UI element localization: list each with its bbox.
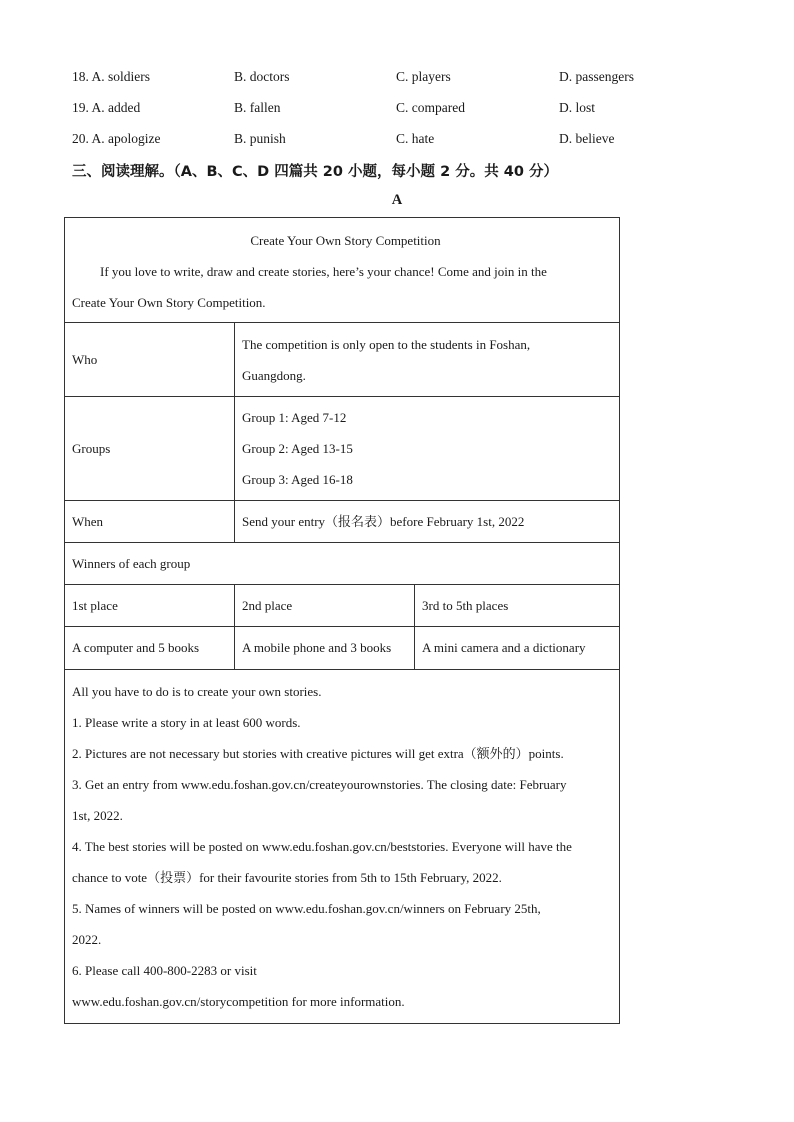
question-number: 19. [72, 100, 89, 115]
rule-line: chance to vote（投票）for their favourite stories from 5th to 15th February, 2022. [72, 870, 502, 885]
prize-label: A mobile phone and 3 books [242, 640, 392, 655]
option-c: C. hate [396, 131, 435, 146]
when-label-cell [64, 500, 235, 543]
passage-letter: A [391, 192, 403, 208]
rule-line: All you have to do is to create your own stories. [72, 684, 322, 699]
option-d: D. lost [559, 100, 596, 115]
rule-line: 2. Pictures are not necessary but stories with creative pictures will get extra（额外的）points. [72, 746, 564, 761]
rule-line: 1. Please write a story in at least 600 words. [72, 715, 301, 730]
prize-cell [64, 626, 235, 670]
rule-line: 2022. [72, 932, 102, 947]
who-label: Who [72, 352, 98, 367]
option-a [72, 131, 161, 147]
rule-line: 5. Names of winners will be posted on www.edu.foshan.gov.cn/winners on February 25th, [72, 901, 541, 916]
rule-line: 1st, 2022. [72, 808, 123, 823]
option-a [72, 69, 150, 85]
rule-line: 6. Please call 400-800-2283 or visit [72, 963, 257, 978]
place-cell [414, 584, 620, 627]
option-a-text: A. apologize [91, 131, 161, 146]
rule-line: 4. The best stories will be posted on www.edu.foshan.gov.cn/beststories. Everyone will have the [72, 839, 572, 854]
option-d: D. passengers [559, 69, 634, 84]
rule-line: 3. Get an entry from www.edu.foshan.gov.cn/createyourownstories. The closing date: February [72, 777, 567, 792]
option-a-text: A. soldiers [91, 69, 151, 84]
who-value-line: Guangdong. [242, 368, 306, 383]
who-label-cell [64, 322, 235, 397]
notice-header [64, 217, 620, 323]
place-cell [234, 584, 415, 627]
option-b: B. punish [234, 131, 286, 146]
when-value: Send your entry（报名表）before February 1st, 2022 [242, 514, 525, 529]
option-b: B. doctors [234, 69, 290, 84]
rules-cell [64, 669, 620, 1024]
option-d: D. believe [559, 131, 615, 146]
prize-label: A computer and 5 books [72, 640, 200, 655]
prize-cell [414, 626, 620, 670]
prize-cell [234, 626, 415, 670]
option-b: B. fallen [234, 100, 281, 115]
option-a-text: A. added [91, 100, 141, 115]
option-a [72, 100, 140, 116]
group-item: Group 3: Aged 16-18 [242, 472, 353, 487]
rule-line: www.edu.foshan.gov.cn/storycompetition for more information. [72, 994, 405, 1009]
groups-value-cell [234, 396, 620, 501]
place-label: 3rd to 5th places [422, 598, 509, 613]
option-c: C. compared [396, 100, 465, 115]
section-heading: 三、阅读理解。（A、B、C、D 四篇共 20 小题，每小题 2 分。共 40 分） [72, 164, 558, 180]
groups-label: Groups [72, 441, 111, 456]
place-label: 2nd place [242, 598, 293, 613]
when-value-cell [234, 500, 620, 543]
group-item: Group 1: Aged 7-12 [242, 410, 347, 425]
notice-intro-line: Create Your Own Story Competition. [72, 295, 266, 310]
who-value-cell [234, 322, 620, 397]
groups-label-cell [64, 396, 235, 501]
who-value-line: The competition is only open to the students in Foshan, [242, 337, 531, 352]
option-c: C. players [396, 69, 451, 84]
prize-label: A mini camera and a dictionary [422, 640, 586, 655]
question-number: 18. [72, 69, 89, 84]
place-label: 1st place [72, 598, 118, 613]
notice-intro-line: If you love to write, draw and create stories, here’s your chance! Come and join in the [100, 264, 547, 279]
place-cell [64, 584, 235, 627]
question-number: 20. [72, 131, 89, 146]
winners-label: Winners of each group [72, 556, 191, 571]
notice-title: Create Your Own Story Competition [250, 233, 441, 248]
group-item: Group 2: Aged 13-15 [242, 441, 353, 456]
when-label: When [72, 514, 104, 529]
winners-label-cell [64, 542, 620, 585]
